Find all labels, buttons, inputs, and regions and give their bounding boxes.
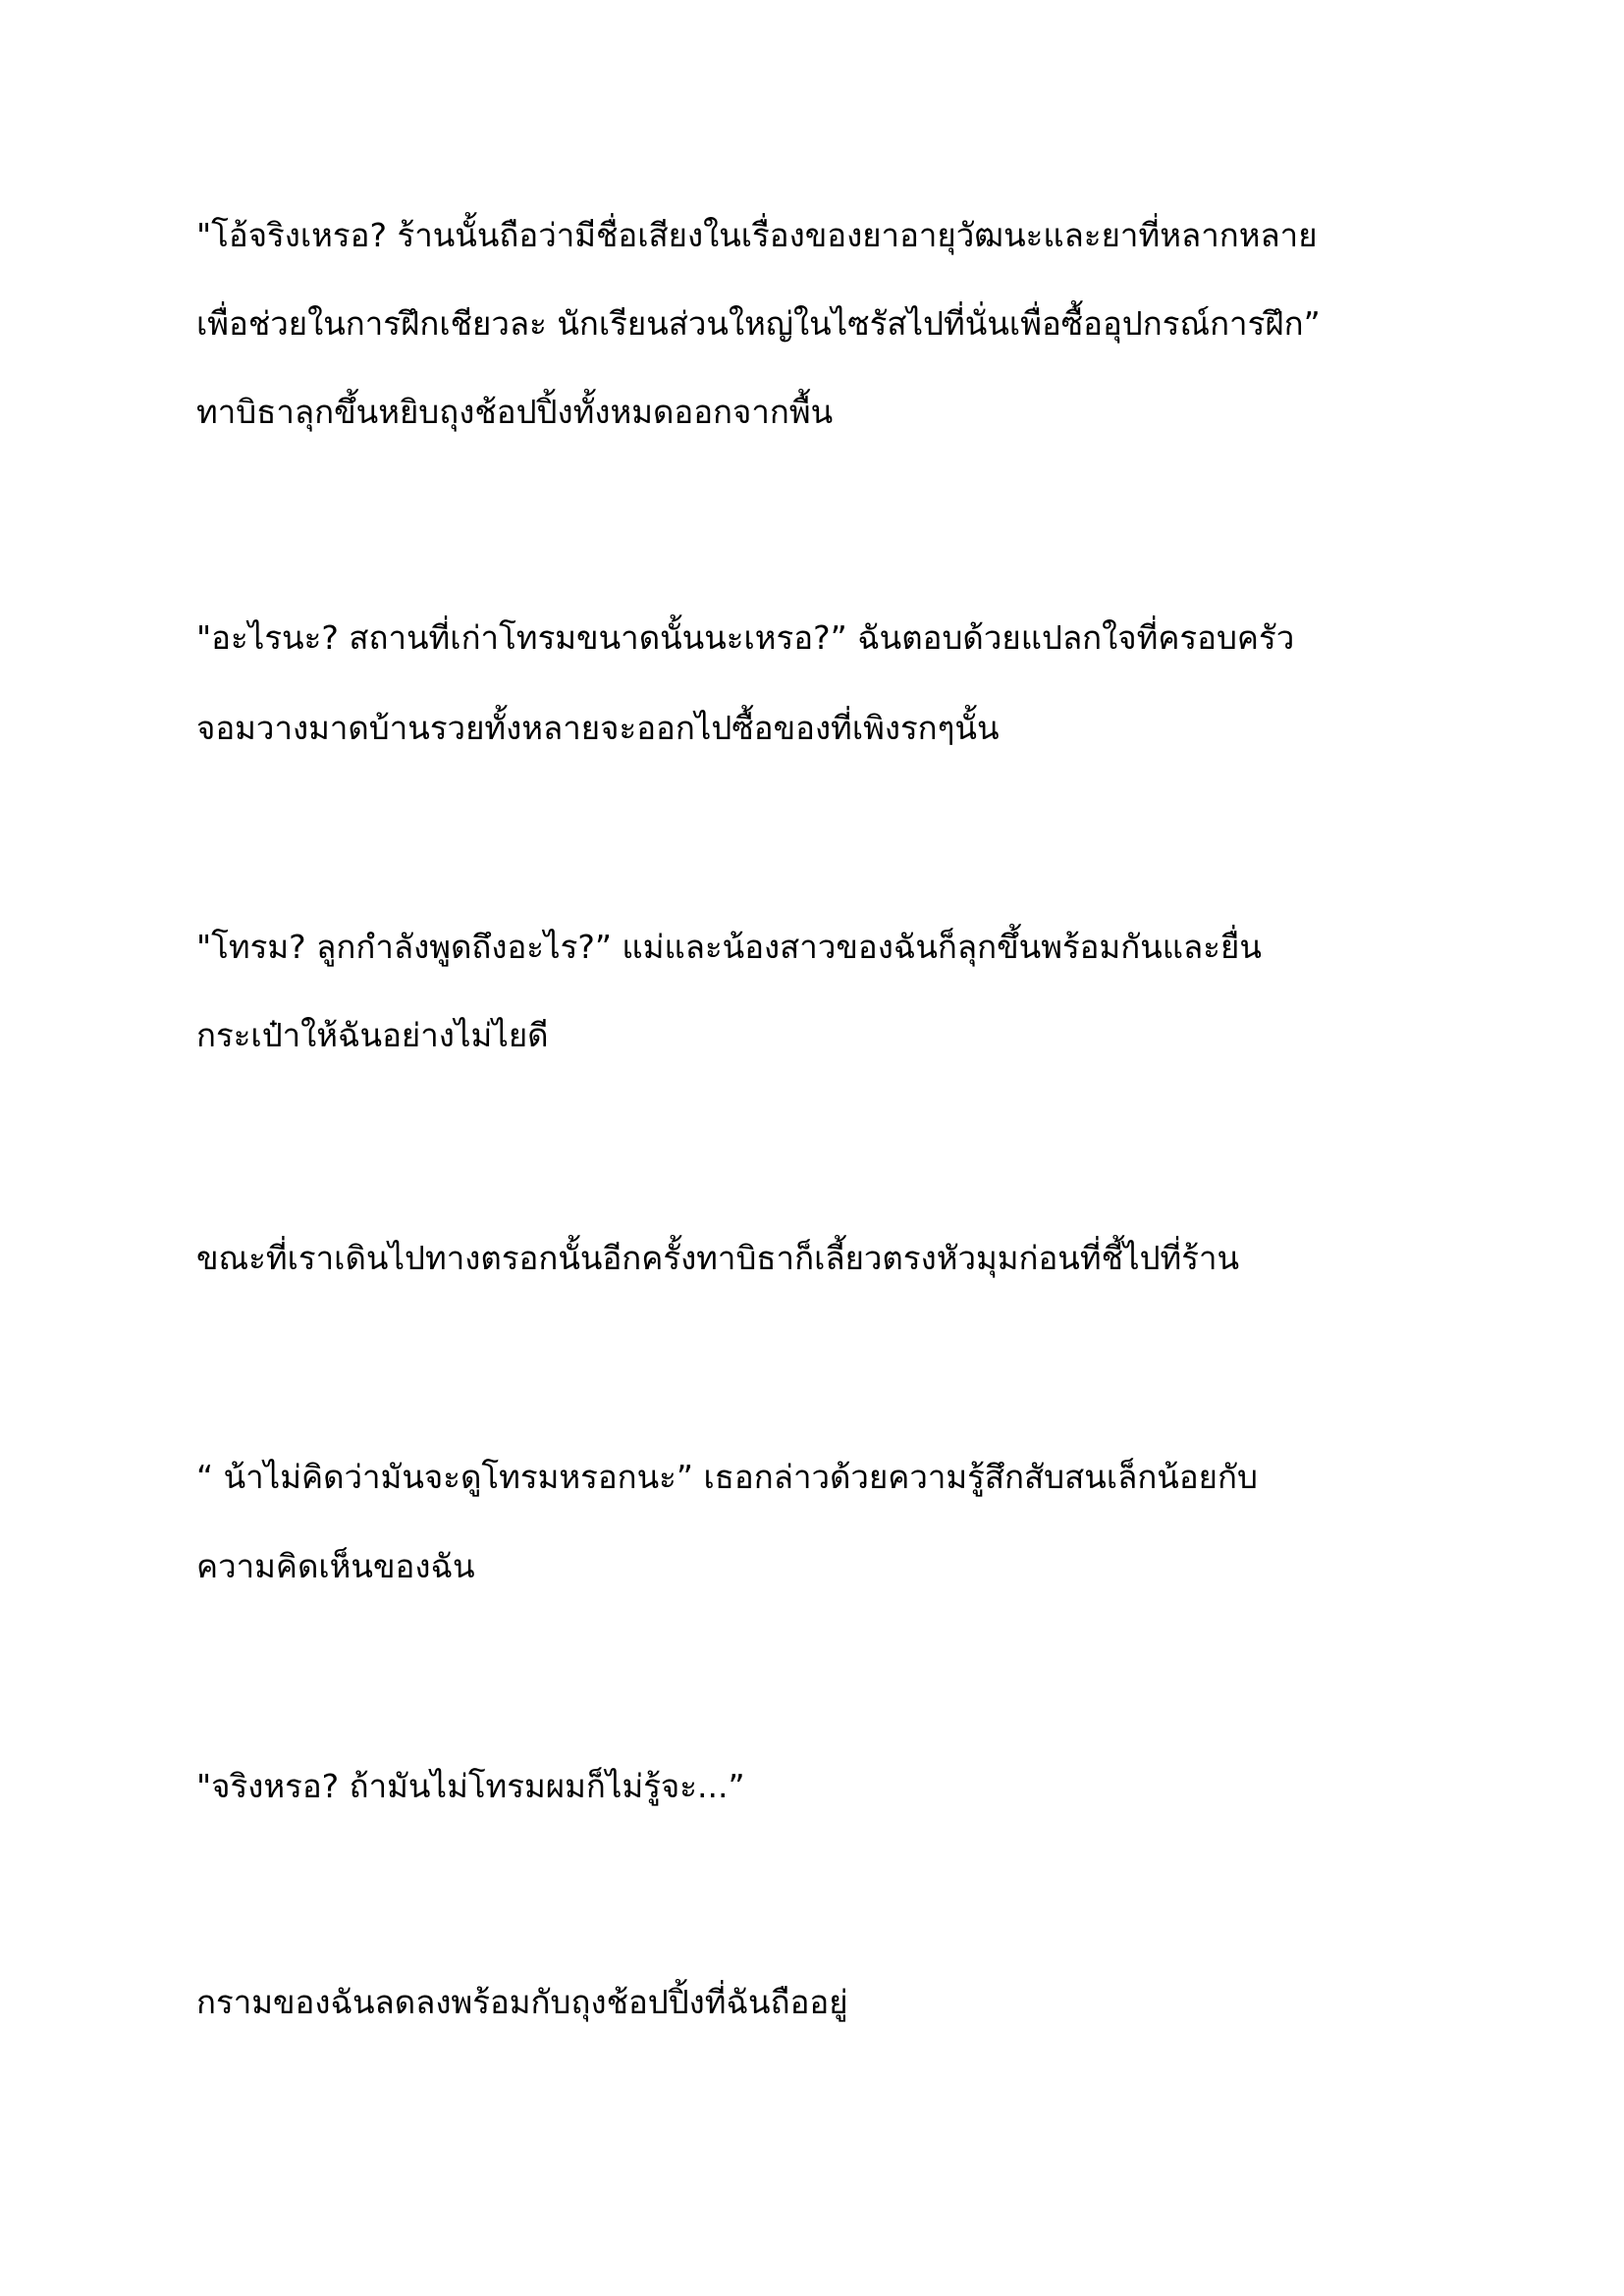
paragraph-4-line-1: ขณะที่เราเดินไปทางตรอกนั้นอีกครั้งทาบิธาก็เลี้ยวตรงหัวมุมก่อนที่ชี้ไปที่ร้าน (196, 1239, 1240, 1277)
paragraph-2-line-1: "อะไรนะ? สถานที่เก่าโทรมขนาดนั้นนะเหรอ?” ฉันตอบด้วยแปลกใจที่ครอบครัว (196, 618, 1295, 657)
paragraph-3-line-1: "โทรม? ลูกกำลังพูดถึงอะไร?” แม่และน้องสาวของฉันก็ลุกขึ้นพร้อมกันและยื่น (196, 928, 1262, 966)
paragraph-1-line-3: ทาบิธาลุกขึ้นหยิบถุงช้อปปิ้งทั้งหมดออกจากพื้น (196, 393, 834, 431)
paragraph-1-line-2: เพื่อช่วยในการฝึกเชียวละ นักเรียนส่วนใหญ่ในไซรัสไปที่นั่นเพื่อซื้ออุปกรณ์การฝึก” (196, 304, 1321, 343)
paragraph-1-line-1: "โอ้จริงเหรอ? ร้านนั้นถือว่ามีชื่อเสียงในเรื่องของยาอายุวัฒนะและยาที่หลากหลาย (196, 216, 1318, 254)
paragraph-5-line-2: ความคิดเห็นของฉัน (196, 1547, 475, 1585)
paragraph-3-line-2: กระเป๋าให้ฉันอย่างไม่ไยดี (196, 1016, 549, 1054)
paragraph-2-line-2: จอมวางมาดบ้านรวยทั้งหลายจะออกไปซื้อของที่เพิงรกๆนั้น (196, 709, 1000, 747)
paragraph-7-line-1: กรามของฉันลดลงพร้อมกับถุงช้อปปิ้งที่ฉันถืออยู่ (196, 1983, 848, 2021)
paragraph-6-line-1: "จริงหรอ? ถ้ามันไม่โทรมผมก็ไม่รู้จะ...” (196, 1767, 745, 1805)
paragraph-5-line-1: “ น้าไม่คิดว่ามันจะดูโทรมหรอกนะ” เธอกล่าวด้วยความรู้สึกสับสนเล็กน้อยกับ (196, 1458, 1258, 1496)
